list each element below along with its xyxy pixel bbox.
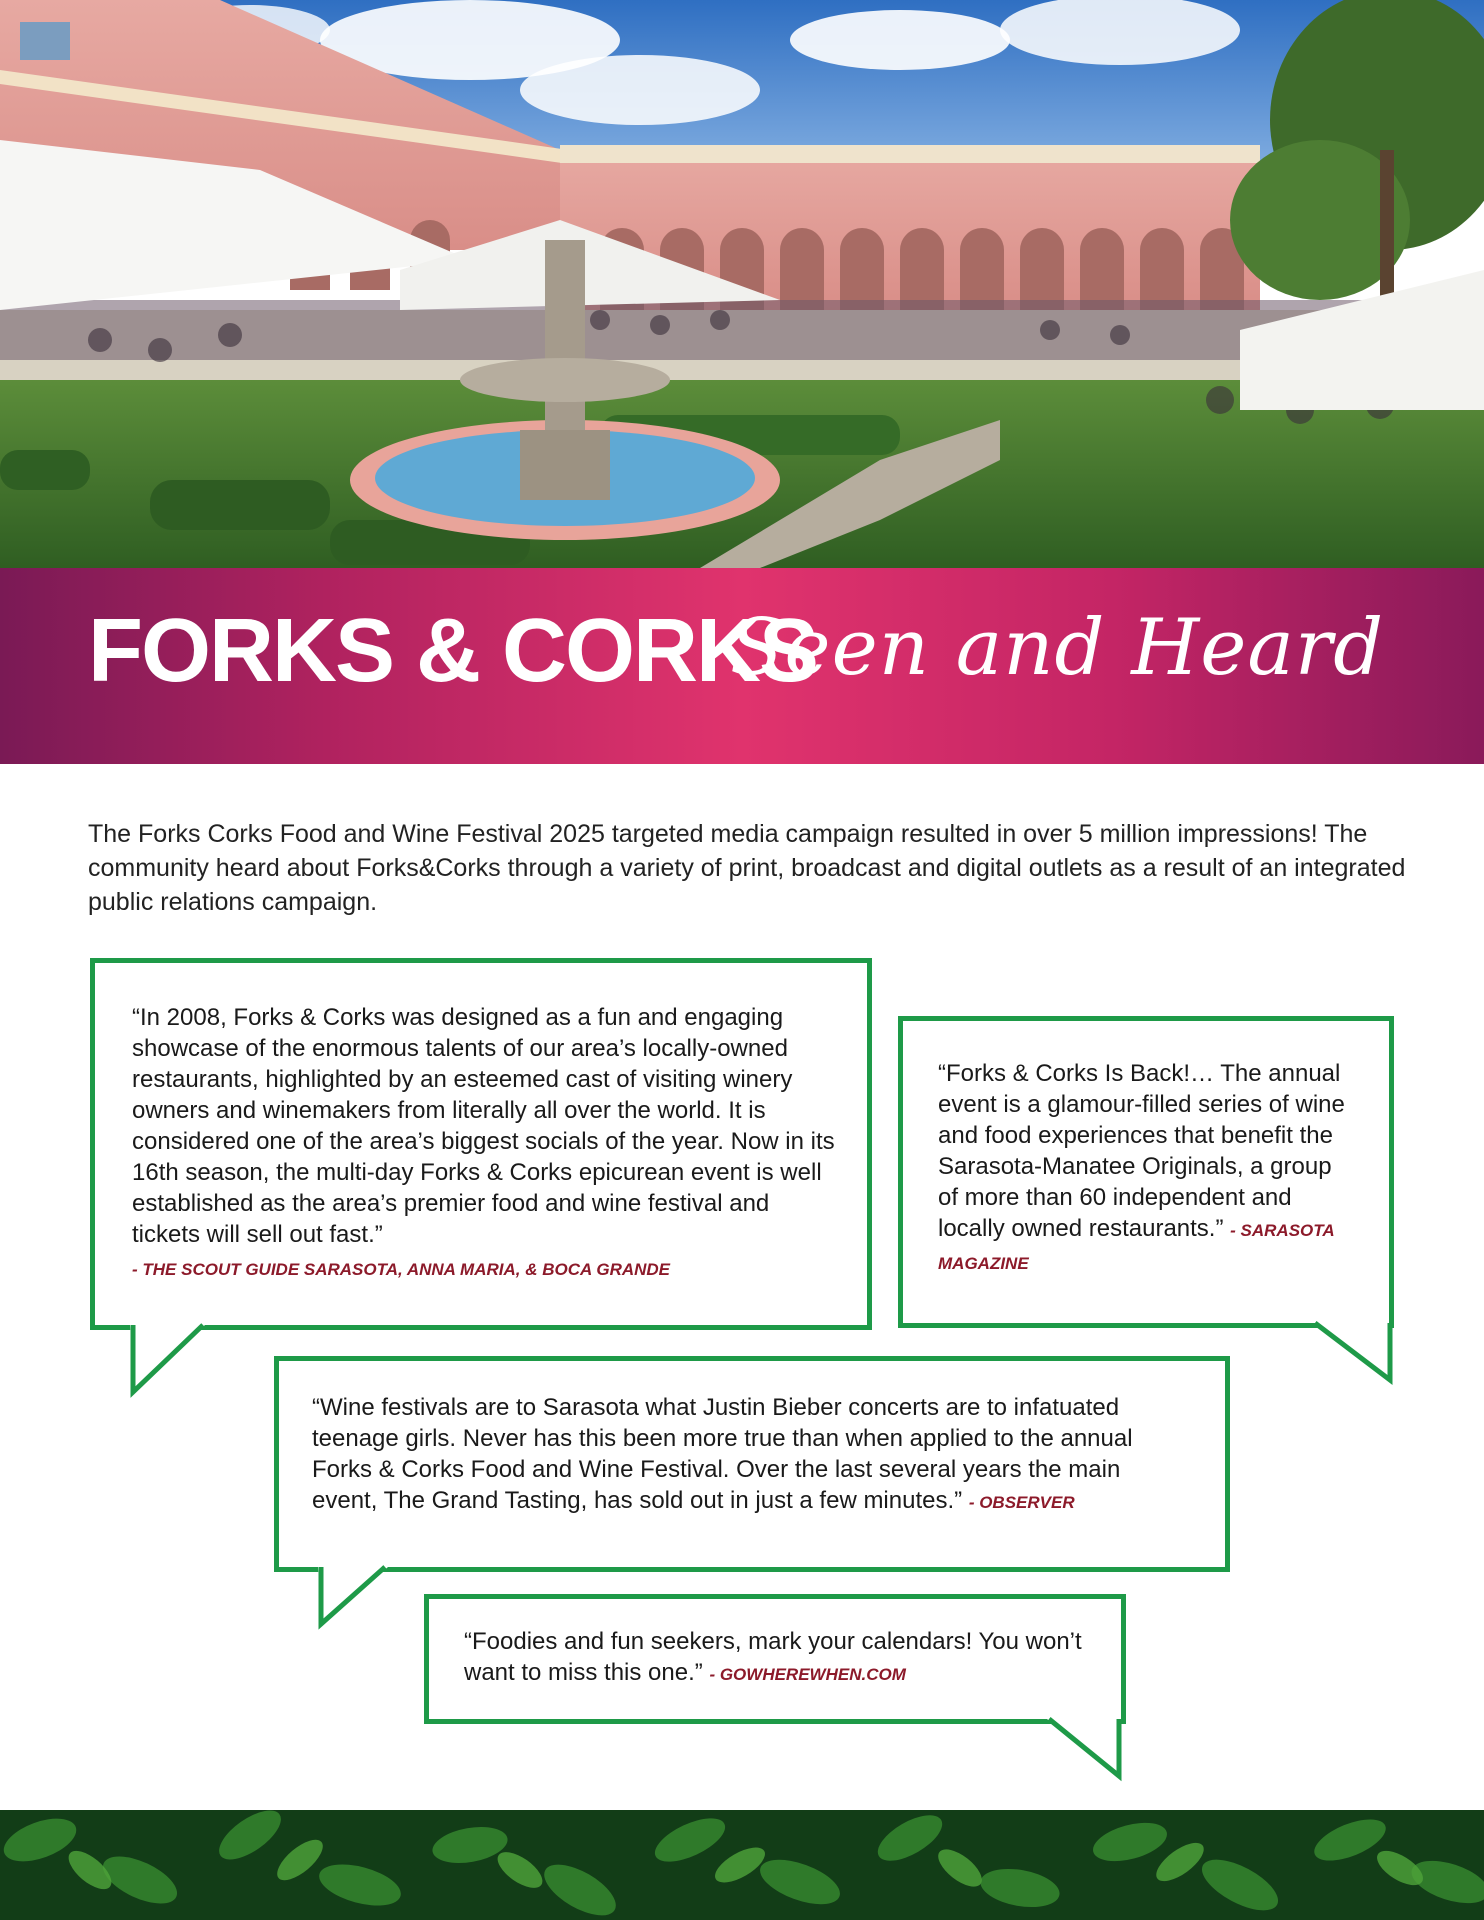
- bubble-tail-gowherewhen: [1044, 1716, 1124, 1796]
- intro-paragraph: The Forks Corks Food and Wine Festival 2025 targeted media campaign resulted in over 5 million impressions! The community heard about Forks&Corks through a variety of print, broadcast and digital outlets as a result of an integrated public relations campaign.: [88, 820, 1406, 916]
- quote-scout-guide: [132, 1002, 838, 1285]
- banner-script-title: Seen and Heard: [730, 603, 1385, 693]
- quote-text-scout-guide: “In 2008, Forks & Corks was designed as a fun and engaging showcase of the enormous talents of our area’s locally-owned restaurants, highlighted by an esteemed cast of visiting winery owners and winemakers from literally all over the world. It is considered one of the area’s biggest socials of the year. Now in its 16th season, the multi-day Forks & Corks epicurean event is well established as the area’s premier food and wine festival and tickets will sell out fast.”: [132, 1004, 835, 1248]
- quote-source-observer: - OBSERVER: [968, 1493, 1075, 1512]
- quote-sarasota-magazine: [938, 1058, 1358, 1279]
- quote-observer: [312, 1392, 1192, 1518]
- foliage-strip: [0, 1810, 1484, 1920]
- bubble-tail-sarasota-magazine: [1310, 1320, 1400, 1410]
- quote-source-sarasota-magazine: - SARASOTA MAGAZINE: [938, 1221, 1335, 1273]
- quote-text-observer: “Wine festivals are to Sarasota what Justin Bieber concerts are to infatuated teenage girls. Never has this been more true than when applied to the annual Forks & Corks Food and Wine Festival. Over the last several years the main event, The Grand Tasting, has sold out in just a few minutes.”: [312, 1394, 1133, 1514]
- leaves-icon: [0, 1810, 1484, 1920]
- quote-source-gowherewhen: - GOWHEREWHEN.COM: [709, 1665, 906, 1684]
- bubble-tail-observer: [313, 1564, 393, 1644]
- quote-gowherewhen: [464, 1626, 1094, 1690]
- quote-text-sarasota-magazine: “Forks & Corks Is Back!… The annual event is a glamour-filled series of wine and food experiences that benefit the Sarasota-Manatee Originals, a group of more than 60 independent and locally owned restaurants.”: [938, 1060, 1345, 1242]
- bubble-tail-scout-guide: [125, 1322, 215, 1402]
- quote-text-gowherewhen: “Foodies and fun seekers, mark your calendars! You won’t want to miss this one.”: [464, 1628, 1082, 1686]
- courtyard-festival-photo: [0, 0, 1484, 568]
- hero-photo: [0, 0, 1484, 568]
- quote-source-scout-guide: - THE SCOUT GUIDE SARASOTA, ANNA MARIA, & BOCA GRANDE: [132, 1260, 671, 1279]
- banner-title: FORKS & CORKS: [88, 601, 818, 701]
